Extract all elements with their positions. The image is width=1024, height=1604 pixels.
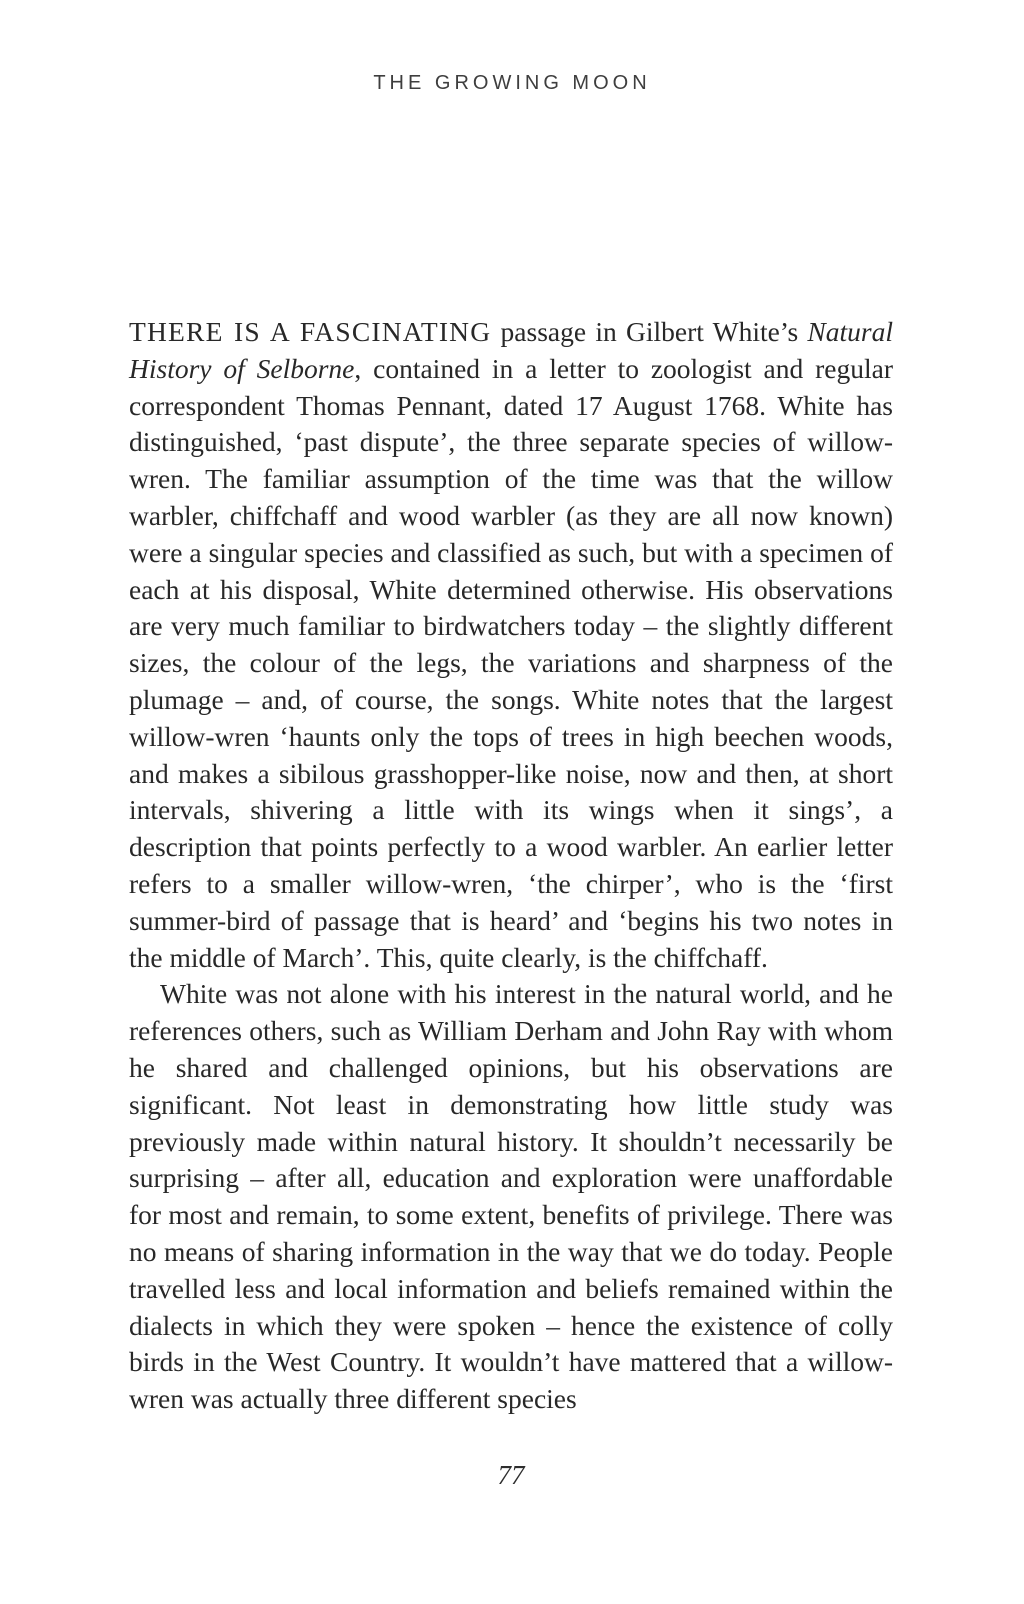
text-segment: THERE IS A FASCINATING <box>129 316 492 347</box>
paragraph <box>129 314 893 976</box>
running-header: THE GROWING MOON <box>373 72 651 94</box>
page-number: 77 <box>497 1460 525 1490</box>
text-segment: passage in Gilbert White’s <box>491 316 808 347</box>
body-text <box>129 314 893 1418</box>
text-segment: Natural History of Selborne <box>129 316 893 384</box>
text-segment: White was not alone with his interest in the natural world, and he references others, such as William Derham and John Ray with whom he shared and challenged opinions, but his observations are significant. Not least in demonstrating how little study was previously made within natural history. It shouldn’t necessarily be surprising – after all, education and exploration were unaffordable for most and remain, to some extent, benefits of privilege. There was no means of sharing information in the way that we do today. People travelled less and local information and beliefs remained within the dialects in which they were spoken – hence the existence of colly birds in the West Country. It wouldn’t have mattered that a willow-wren was actually three different species <box>129 978 893 1415</box>
paragraph <box>129 976 893 1418</box>
text-segment: , contained in a letter to zoologist and regular correspondent Thomas Pennant, dated 17 August 1768. White has distinguished, ‘past dispute’, the three separate species of willow-wren. The familiar assumption of the time was that the willow warbler, chiffchaff and wood warbler (as they are all now known) were a singular species and classified as such, but with a specimen of each at his disposal, White determined otherwise. His observations are very much familiar to birdwatchers today – the slightly different sizes, the colour of the legs, the variations and sharpness of the plumage – and, of course, the songs. White notes that the largest willow-wren ‘haunts only the tops of trees in high beechen woods, and makes a sibilous grasshopper-like noise, now and then, at short intervals, shivering a little with its wings when it sings’, a description that points perfectly to a wood warbler. An earlier letter refers to a smaller willow-wren, ‘the chirper’, who is the ‘first summer-bird of passage that is heard’ and ‘begins his two notes in the middle of March’. This, quite clearly, is the chiffchaff. <box>129 352 893 973</box>
